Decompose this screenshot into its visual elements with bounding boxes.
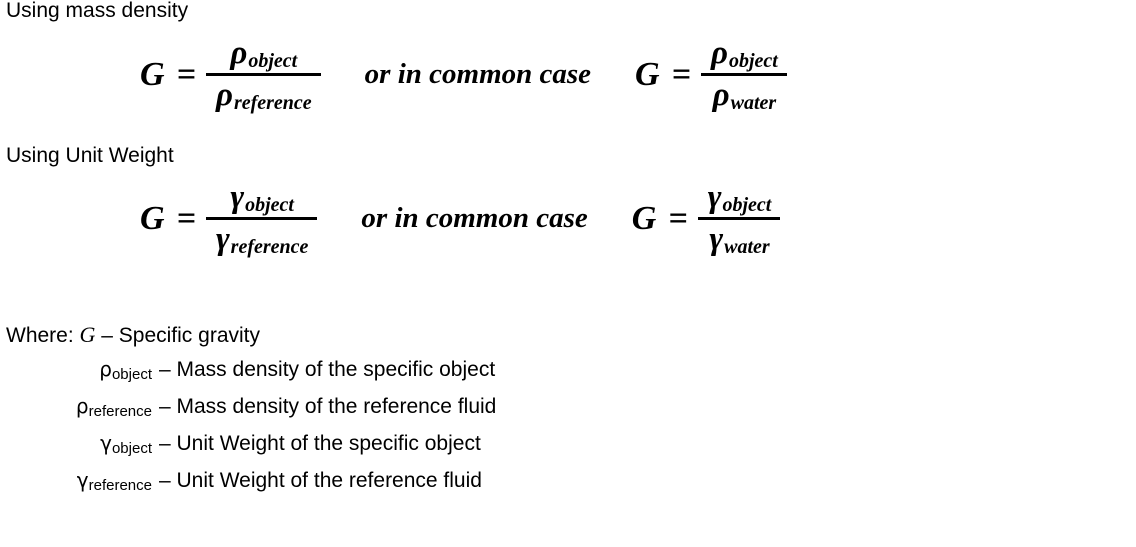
mass-density-fraction [206, 34, 321, 115]
denominator-subscript: reference [233, 92, 312, 114]
equals-sign-2: = [671, 55, 691, 93]
rho-icon: ρ [215, 77, 233, 113]
equals-sign-1: = [176, 55, 196, 93]
fraction-numerator [220, 178, 303, 217]
list-item [0, 352, 700, 389]
rho-icon: ρ [230, 35, 248, 71]
fraction-denominator [206, 76, 321, 115]
gamma-icon: γ [100, 431, 112, 455]
denominator-subscript: water [724, 236, 770, 258]
fraction-denominator [699, 220, 778, 259]
gamma-icon: γ [76, 468, 89, 492]
gamma-icon: γ [215, 221, 230, 257]
numerator-subscript: object [728, 50, 778, 72]
unit-weight-section-label: Using Unit Weight [6, 144, 174, 167]
connector-text-1: or in common case [364, 58, 592, 90]
mass-density-section-label: Using mass density [6, 0, 189, 22]
equation-lhs-g-3: G [140, 199, 165, 237]
equation-lhs-g-1: G [140, 55, 165, 93]
where-heading [0, 322, 260, 349]
fraction-denominator [703, 76, 786, 115]
where-label: Where: [6, 324, 74, 347]
rho-icon: ρ [75, 394, 89, 418]
equation-lhs-g-2: G [635, 55, 660, 93]
definition-text: – Unit Weight of the reference fluid [159, 469, 482, 492]
definition-term [0, 389, 152, 426]
rho-icon: ρ [99, 357, 112, 381]
list-item [0, 389, 700, 426]
definition-term [0, 352, 152, 389]
fraction-denominator [206, 220, 317, 259]
fraction-numerator [220, 34, 306, 73]
rho-icon: ρ [710, 35, 728, 71]
mass-density-common-fraction [701, 34, 787, 115]
unit-weight-fraction [206, 178, 317, 259]
gamma-icon: γ [709, 221, 724, 257]
definition-list [0, 352, 700, 500]
fraction-numerator [701, 34, 787, 73]
fraction-numerator [698, 178, 781, 217]
definition-text: – Unit Weight of the specific object [159, 432, 481, 455]
list-item [0, 463, 700, 500]
equals-sign-3: = [176, 199, 196, 237]
definition-subscript: object [111, 366, 152, 383]
unit-weight-equation-row [140, 178, 780, 259]
definition-subscript: object [111, 440, 152, 457]
where-first-definition: – Specific gravity [101, 324, 260, 347]
definition-text: – Mass density of the specific object [159, 358, 496, 381]
numerator-subscript: object [248, 50, 298, 72]
unit-weight-common-fraction [698, 178, 781, 259]
rho-icon: ρ [712, 77, 730, 113]
denominator-subscript: water [730, 92, 777, 114]
denominator-subscript: reference [230, 236, 309, 258]
gamma-icon: γ [707, 179, 722, 215]
definition-subscript: reference [88, 477, 152, 494]
connector-text-2: or in common case [361, 202, 588, 234]
definition-subscript: reference [88, 403, 152, 420]
definition-term [0, 463, 152, 500]
numerator-subscript: object [722, 194, 772, 216]
list-item [0, 426, 700, 463]
where-first-term: G [79, 322, 96, 347]
definition-term [0, 426, 152, 463]
mass-density-equation-row [140, 34, 787, 115]
equation-lhs-g-4: G [631, 199, 657, 237]
numerator-subscript: object [245, 194, 294, 216]
equals-sign-4: = [668, 199, 688, 237]
definition-text: – Mass density of the reference fluid [159, 395, 497, 418]
gamma-icon: γ [230, 179, 245, 215]
